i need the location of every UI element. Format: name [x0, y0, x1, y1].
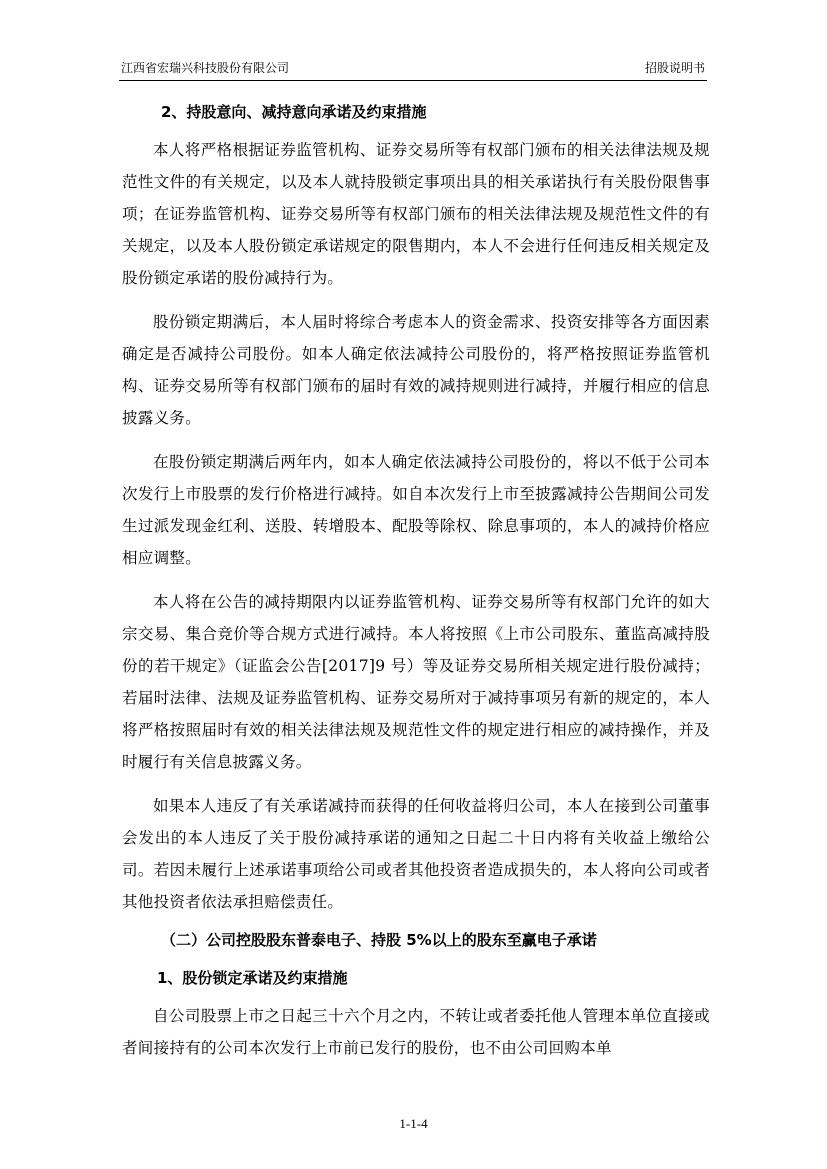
paragraph-two-year-price: 在股份锁定期满后两年内，如本人确定依法减持公司股份的，将以不低于公司本次发行上市股票的发行价格进行减持。如自本次发行上市至披露减持公告期间公司发生过派发现金红利、送股、转增股本、配股等除权、除息事项的，本人的减持价格应相应调整。 — [122, 453, 710, 567]
section-heading-share-lockup: 1、股份锁定承诺及约束措施 — [157, 969, 348, 987]
header-company-name: 江西省宏瑞兴科技股份有限公司 — [121, 61, 290, 75]
page-body — [122, 96, 710, 1064]
paragraph-violation-remedy: 如果本人违反了有关承诺减持而获得的任何收益将归公司，本人在接到公司董事会发出的本人违反了关于股份减持承诺的通知之日起二十日内将有关收益上缴给公司。若因未履行上述承诺事项给公司或者其他投资者造成损失的，本人将向公司或者其他投资者依法承担赔偿责任。 — [122, 797, 710, 911]
section-heading-controlling-shareholder: （二）公司控股股东普泰电子、持股 5%以上的股东至赢电子承诺 — [161, 931, 597, 949]
paragraph-reduction-method: 本人将在公告的减持期限内以证券监管机构、证券交易所等有权部门允许的如大宗交易、集合竞价等合规方式进行减持。本人将按照《上市公司股东、董监高减持股份的若干规定》（证监会公告[2017]9 号）等及证券交易所相关规定进行股份减持；若届时法律、法规及证券监管机构、证券交易所对于减持事项另有新的规定的，本人将严格按照届时有效的相关法律法规及规范性文件的规定进行相应的减持操作，并及时履行有关信息披露义务。 — [122, 593, 710, 771]
section-heading-holding-intention: 2、持股意向、减持意向承诺及约束措施 — [161, 103, 427, 121]
paragraph-strict-compliance: 本人将严格根据证券监管机构、证券交易所等有权部门颁布的相关法律法规及规范性文件的有关规定，以及本人就持股锁定事项出具的相关承诺执行有关股份限售事项；在证券监管机构、证券交易所等有权部门颁布的相关法律法规及规范性文件的有关规定，以及本人股份锁定承诺规定的限售期内，本人不会进行任何违反相关规定及股份锁定承诺的股份减持行为。 — [122, 141, 710, 287]
header-divider — [119, 80, 707, 81]
page-header — [121, 58, 707, 78]
paragraph-after-lockup: 股份锁定期满后，本人届时将综合考虑本人的资金需求、投资安排等各方面因素确定是否减持公司股份。如本人确定依法减持公司股份的，将严格按照证券监管机构、证券交易所等有权部门颁布的届时有效的减持规则进行减持，并履行相应的信息披露义务。 — [122, 313, 710, 427]
header-document-type: 招股说明书 — [644, 61, 705, 75]
paragraph-36-month-lockup: 自公司股票上市之日起三十六个月之内，不转让或者委托他人管理本单位直接或者间接持有的公司本次发行上市前已发行的股份，也不由公司回购本单 — [122, 1007, 710, 1057]
page-number: 1-1-4 — [399, 1116, 428, 1131]
